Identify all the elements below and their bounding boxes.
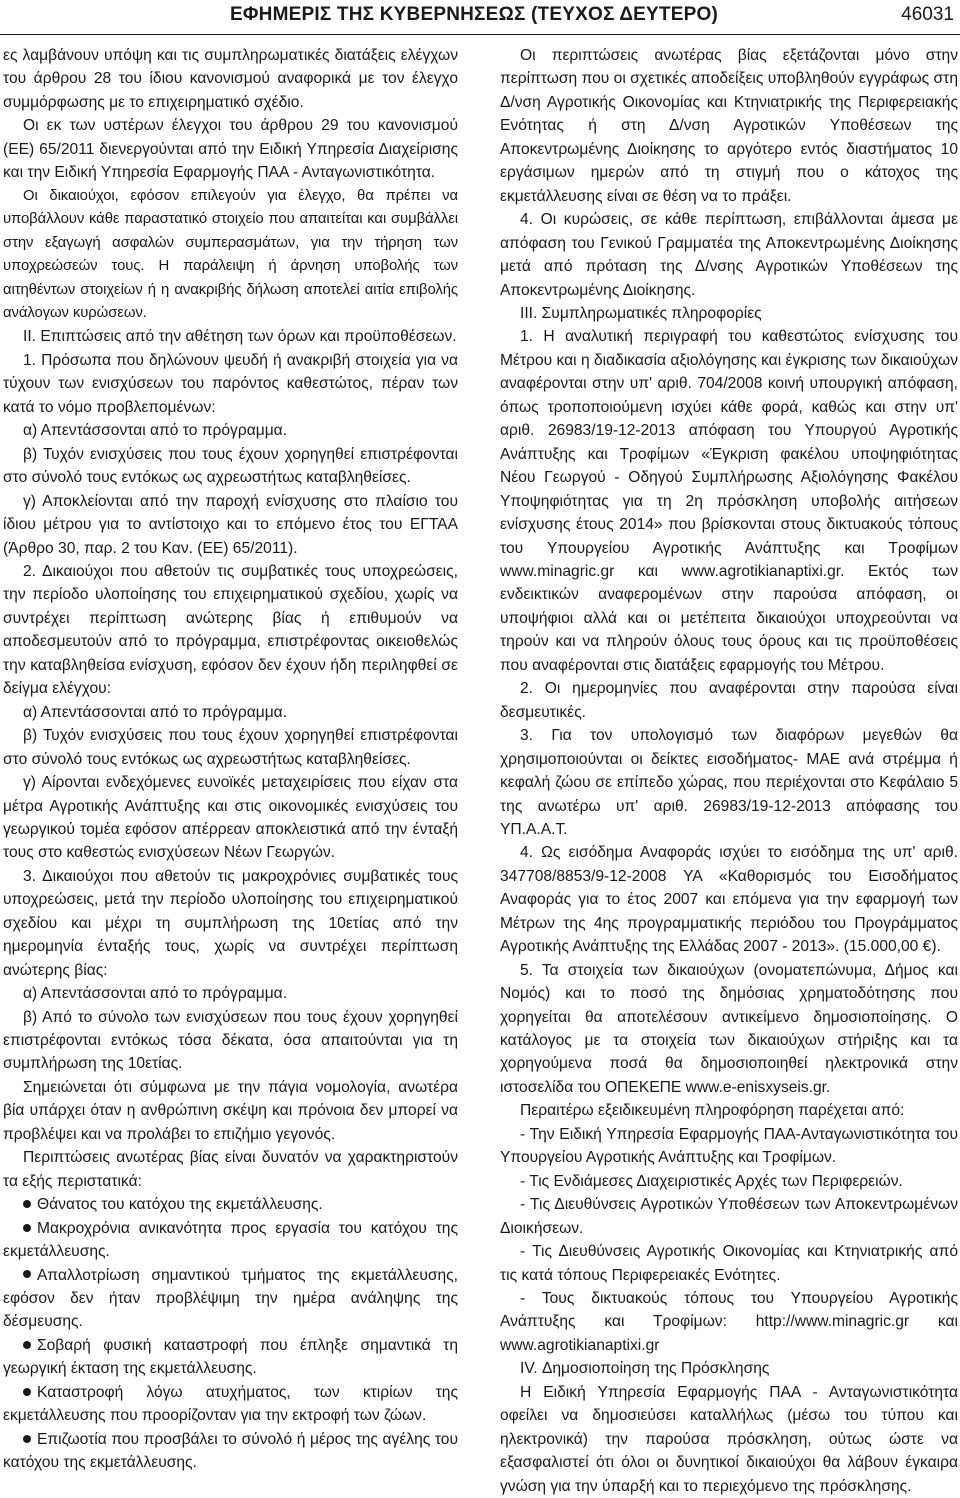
- paragraph: Οι εκ των υστέρων έλεγχοι του άρθρου 29 του κανονισμού (ΕΕ) 65/2011 διενεργούνται από την Ειδική Υπηρεσία Διαχείρισης και την Ειδική Υπηρεσία Εφαρμογής ΠΑΑ - Ανταγωνιστικότητα.: [3, 117, 458, 182]
- paragraph: 3. Για τον υπολογισμό των διαφόρων μεγεθών θα χρησιμοποιούνται οι δείκτες εισοδήματος- ΜΑΕ ανά στρέμμα ή κεφαλή ζώου σε επίπεδο χώρας, που περιέχονται στο Κεφάλαιο 5 της ανωτέρω υπ' αριθ. 26983/19-12-2013 απόφασης του ΥΠ.Α.Α.Τ.: [500, 727, 958, 838]
- page-header: [0, 0, 960, 36]
- bullet-text: Θάνατος του κατόχου της εκμετάλλευσης.: [37, 1196, 323, 1214]
- paragraph: 2. Οι ημερομηνίες που αναφέρονται στην παρούσα είναι δεσμευτικές.: [500, 680, 958, 721]
- paragraph: 2. Δικαιούχοι που αθετούν τις συμβατικές τους υποχρεώσεις, την περίοδο υλοποίησης του επιχειρηματικού σχεδίου, χωρίς να συντρέχει περίπτωση ανώτερης βίας ή επιθυμούν να αποδεσμευτούν από το πρόγραμμα, επιστρέφοντας οικειοθελώς την καταβληθείσα ενίσχυση, εφόσον δεν έχουν ήδη περιληφθεί σε δείγμα ελέγχου:: [3, 562, 458, 698]
- bullet-icon: [23, 1270, 31, 1278]
- section-heading: ΙΙΙ. Συμπληρωματικές πληροφορίες: [520, 304, 762, 322]
- bullet-item: [3, 1193, 458, 1216]
- bullet-text: Καταστροφή λόγω ατυχήματος, των κτιρίων της εκμετάλλευσης που προορίζονταν για την εκτροφή των ζώων.: [3, 1383, 458, 1425]
- bullet-icon: [23, 1341, 31, 1349]
- header-divider: [0, 34, 960, 35]
- bullet-icon: [23, 1435, 31, 1443]
- bullet-text: Μακροχρόνια ανικανότητα προς εργασία του κατόχου της εκμετάλλευσης.: [3, 1219, 458, 1261]
- left-column: [3, 44, 458, 1475]
- list-item: α) Απεντάσσονται από το πρόγραμμα.: [23, 422, 288, 440]
- list-item: - Την Ειδική Υπηρεσία Εφαρμογής ΠΑΑ-Ανταγωνιστικότητα του Υπουργείου Αγροτικής Ανάπτυξης και Τροφίμων.: [500, 1125, 958, 1167]
- list-item: β) Τυχόν ενισχύσεις που τους έχουν χορηγηθεί επιστρέφονται στο σύνολό τους εντόκως ως αχρεωστήτως καταβληθείσες.: [3, 445, 458, 487]
- bullet-item: [3, 1381, 458, 1428]
- paragraph: 4. Ως εισόδημα Αναφοράς ισχύει το εισόδημα της υπ' αριθ. 347708/8853/9-12-2008 ΥΑ «Καθορισμός του Εισοδήματος Αναφοράς για το έτος 2007 και επόμενα για την εφαρμογή των Μέτρων της 4ης προγραμματικής περιόδου του Προγράμματος Αγροτικής Ανάπτυξης της Ελλάδας 2007 - 2013». (15.000,00 €).: [500, 844, 958, 956]
- paragraph: 1. Πρόσωπα που δηλώνουν ψευδή ή ανακριβή στοιχεία για να τύχουν των ενισχύσεων του παρόντος καθεστώτος, πέραν των κατά το νόμο προβλεπομένων:: [3, 351, 458, 416]
- section-heading: ΙΙ. Επιπτώσεις από την αθέτηση των όρων και προϋποθέσεων.: [23, 328, 457, 346]
- paragraph: 4. Οι κυρώσεις, σε κάθε περίπτωση, επιβάλλονται άμεσα με απόφαση του Γενικού Γραμματέα της Αποκεντρωμένης Διοίκησης μετά από πρόταση της Δ/νσης Αγροτικών Υποθέσεων της Αποκεντρωμένης Διοίκησης.: [500, 211, 958, 299]
- bullet-item: [3, 1264, 458, 1334]
- bullet-text: Απαλλοτρίωση σημαντικού τμήματος της εκμετάλλευσης, εφόσον δεν ήταν προβλέψιμη την ημέρα ανάληψης της δέσμευσης.: [3, 1266, 458, 1331]
- paragraph: Οι περιπτώσεις ανωτέρας βίας εξετάζονται μόνο στην περίπτωση που οι σχετικές αποδείξεις υποβληθούν εγγράφως στη Δ/νση Αγροτικής Οικονομίας και Κτηνιατρικής της Περιφερειακής Ενότητας ή στη Δ/νση Αγροτικών Υποθέσεων της Αποκεντρωμένης Διοίκησης το αργότερο εντός διαστήματος 10 εργάσιμων ημερών από τη στιγμή που ο κάτοχος της εκμετάλλευσης είναι σε θέση να το πράξει.: [500, 47, 958, 205]
- paragraph: Περαιτέρω εξειδικευμένη πληροφόρηση παρέχεται από:: [520, 1102, 905, 1120]
- list-item: - Τις Διευθύνσεις Αγροτικών Υποθέσεων των Αποκεντρωμένων Διοικήσεων.: [500, 1196, 958, 1237]
- list-item: - Τις Ενδιάμεσες Διαχειριστικές Αρχές των Περιφερειών.: [520, 1172, 903, 1190]
- page-number: 46031: [901, 4, 954, 25]
- paragraph: 3. Δικαιούχοι που αθετούν τις μακροχρόνιες συμβατικές τους υποχρεώσεις, μετά την περίοδο υλοποίησης του επιχειρηματικού σχεδίου και μέχρι τη συμπλήρωση της 10ετίας από την ημερομηνία ένταξής τους, χωρίς να συντρέχει περίπτωση ανώτερης βίας:: [3, 867, 458, 979]
- list-item: β) Από το σύνολο των ενισχύσεων που τους έχουν χορηγηθεί επιστρέφονται εντόκως τόσα δέκατα, όσα απαιτούνται για τη συμπλήρωση της 10ετίας.: [3, 1008, 458, 1073]
- bullet-item: [3, 1428, 458, 1475]
- paragraph: Σημειώνεται ότι σύμφωνα με την πάγια νομολογία, ανωτέρα βία υπάρχει όταν η ανθρώπινη σκέψη και πρόνοια δεν μπορεί να προβλέψει και να προλάβει το επιζήμιο γεγονός.: [3, 1078, 458, 1143]
- section-heading: IV. Δημοσιοποίηση της Πρόσκλησης: [520, 1360, 770, 1378]
- list-item: - Τις Διευθύνσεις Αγροτικής Οικονομίας και Κτηνιατρικής από τις κατά τόπους Περιφερειακές Ενότητες.: [500, 1243, 958, 1284]
- bullet-icon: [23, 1388, 31, 1396]
- list-item: β) Τυχόν ενισχύσεις που τους έχουν χορηγηθεί επιστρέφονται στο σύνολό τους εντόκως ως αχρεωστήτως καταβληθείσες.: [3, 727, 458, 768]
- list-item: - Τους δικτυακούς τόπους του Υπουργείου Αγροτικής Ανάπτυξης και Τροφίμων: http://www.minagric.gr και www.agrotikianaptixi.gr: [500, 1290, 958, 1354]
- bullet-icon: [23, 1200, 31, 1208]
- bullet-text: Επιζωοτία που προσβάλει το σύνολό ή μέρος της αγέλης του κατόχου της εκμετάλλευσης.: [3, 1430, 458, 1472]
- bullet-text: Σοβαρή φυσική καταστροφή που έπληξε σημαντικά τη γεωργική έκταση της εκμετάλλευσης.: [3, 1336, 458, 1378]
- gazette-title: ΕΦΗΜΕΡΙΣ ΤΗΣ ΚΥΒΕΡΝΗΣΕΩΣ (ΤΕΥΧΟΣ ΔΕΥΤΕΡΟ): [230, 4, 718, 25]
- list-item: γ) Αποκλείονται από την παροχή ενίσχυσης στο πλαίσιο του ίδιου μέτρου για το αντίστοιχο και το επόμενο έτος του ΕΓΤΑΑ (Άρθρο 30, παρ. 2 του Καν. (ΕΕ) 65/2011).: [3, 492, 458, 557]
- list-item: α) Απεντάσσονται από το πρόγραμμα.: [23, 985, 288, 1003]
- paragraph: 1. Η αναλυτική περιγραφή του καθεστώτος ενίσχυσης του Μέτρου και η διαδικασία αξιολόγησης και έγκρισης των δικαιούχων αναφέρονται στην υπ' αριθ. 704/2008 κοινή υπουργική απόφαση, όπως τροποποιούμενη ισχύει κάθε φορά, καθώς και στην υπ' αριθ. 26983/19-12-2013 απόφαση του Υπουργού Αγροτικής Ανάπτυξης και Τροφίμων «Έγκριση φακέλου υποψηφιότητας Νέου Γεωργού - Οδηγού Συμπλήρωσης Αξιολόγησης Φακέλου Υποψηφιότητας για τη 2η πρόσκληση υποβολής αιτήσεων ενίσχυσης έτους 2014» που βρίσκονται στους δικτυακούς τόπους του Υπουργείου Αγροτικής Ανάπτυξης και Τροφίμων www.minagric.gr και www.agrotikianaptixi.gr. Εκτός των ενδεικτικών αναφερομένων στην παρούσα απόφαση, οι υποψήφιοι αλλά και οι μετέπειτα δικαιούχοι υποχρεούνται να τηρούν και να πληρούν όλους τους όρους και τις προϋποθέσεις που αναφέρονται στις διατάξεις εφαρμογής του Μέτρου.: [500, 328, 958, 674]
- paragraph: ες λαμβάνουν υπόψη και τις συμπληρωματικές διατάξεις ελέγχων του άρθρου 28 του ίδιου κανονισμού αναφορικά με τον έλεγχο συμμόρφωσης με το επιχειρηματικό σχέδιο.: [3, 47, 458, 111]
- list-item: γ) Αίρονται ενδεχόμενες ευνοϊκές μεταχειρίσεις που είχαν στα μέτρα Αγροτικής Ανάπτυξης και στις οικονομικές ενισχύσεις του γεωργικού τομέα εφόσον απέρρεαν αποκλειστικά από την ένταξή τους στο καθεστώς ενισχύσεων Νέων Γεωργών.: [3, 774, 458, 862]
- bullet-icon: [23, 1224, 31, 1232]
- paragraph: Οι δικαιούχοι, εφόσον επιλεγούν για έλεγχο, θα πρέπει να υποβάλλουν κάθε παραστατικό στοιχείο που απαιτείται και συμβάλλει στην εξαγωγή ασφαλών συμπερασμάτων, για την τήρηση των υποχρεώσεών τους. Η παράλειψη ή άρνηση υποβολής των αιτηθέντων στοιχείων ή η ανακριβής δήλωση αποτελεί αιτία επιβολής ανάλογων κυρώσεων.: [3, 187, 458, 321]
- bullet-item: [3, 1334, 458, 1381]
- right-column: [500, 44, 958, 1498]
- bullet-item: [3, 1217, 458, 1264]
- list-item: α) Απεντάσσονται από το πρόγραμμα.: [23, 703, 288, 721]
- paragraph: 5. Τα στοιχεία των δικαιούχων (ονοματεπώνυμα, Δήμος και Νομός) και το ποσό της δημόσιας χρηματοδότησης που χορηγείται θα αποτελέσουν αντικείμενο δημοσιοποίησης. Ο κατάλογος με τα στοιχεία των δικαιούχων στήριξης και τα χορηγούμενα ποσά θα δημοσιοποιηθεί ηλεκτρονικά στην ιστοσελίδα του ΟΠΕΚΕΠΕ www.e-enisxyseis.gr.: [500, 961, 958, 1096]
- paragraph: Η Ειδική Υπηρεσία Εφαρμογής ΠΑΑ - Ανταγωνιστικότητα οφείλει να δημοσιεύσει καταλλήλως (μέσω του τύπου και ηλεκτρονικά) την παρούσα πρόσκληση, ούτως ώστε να εξασφαλιστεί ότι όλοι οι δυνητικοί δικαιούχοι θα λάβουν έγκαιρα γνώση για την ύπαρξή και το περιεχόμενο της πρόσκλησης.: [500, 1383, 958, 1495]
- paragraph: Περιπτώσεις ανωτέρας βίας είναι δυνατόν να χαρακτηριστούν τα εξής περιστατικά:: [3, 1149, 458, 1190]
